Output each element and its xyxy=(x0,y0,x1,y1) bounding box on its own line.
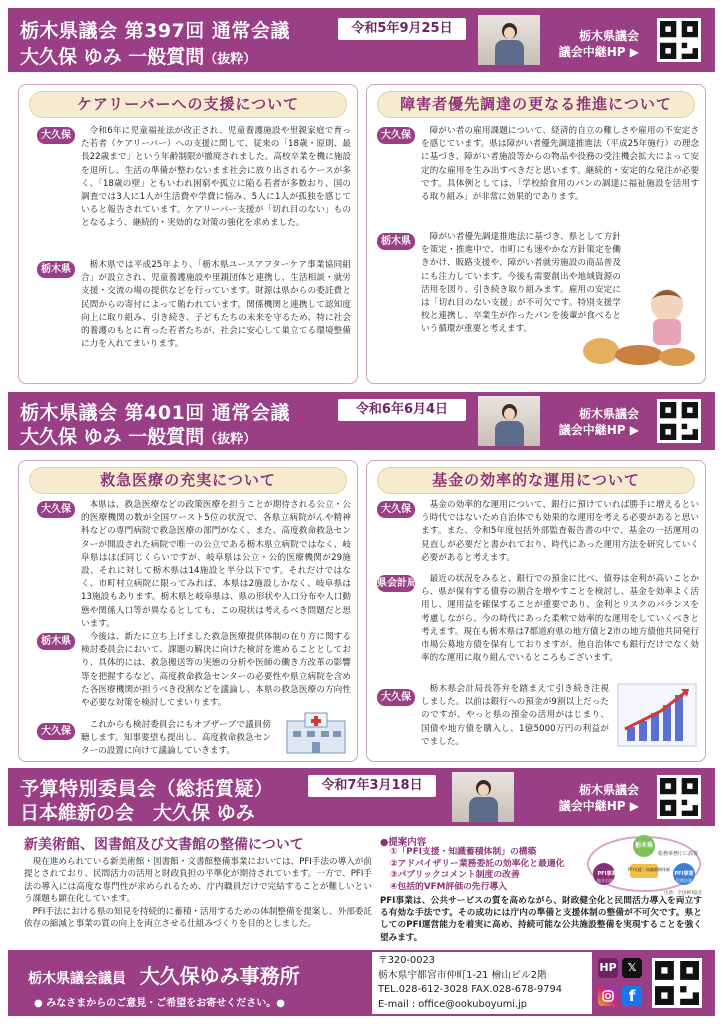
proposal-title: ●提案内容 xyxy=(380,837,427,848)
proposal-list xyxy=(390,847,564,893)
homepage-link[interactable]: HP xyxy=(598,958,618,978)
zip-code: 〒320-0023 xyxy=(378,955,435,966)
member-photo xyxy=(478,396,540,446)
question-text: 本県は、救急医療などの政策医療を担うことが期待される公立・公的医療機関の数が全国ワースト5位の状況で、各県立病院がんや精神科などの専門病院で救急医療の部門がなく、また、高度救命救急センターが開設された病院で唯一の公立である栃木県立病院ではなく、岐阜県はほぼ同じくらいですが、岐阜県は公立・公的医療機関が29施設、それに対して栃木県は14施設と半分以下です。それだけではなく、市町村立病院に限ってみれば、本県は2施設しかなく、岐阜県は13施設もあります。栃木県と岐阜県は、県の形状や人口分布や人口動態や関係人口等が異なるとしても、この現状は考えるべき問題だと思います。 xyxy=(81,500,351,629)
x-twitter-icon[interactable]: 𝕏 xyxy=(622,958,642,978)
office-name: 大久保ゆみ事務所 xyxy=(139,964,300,988)
answer-text: 今後は、新たに立ち上げました救急医療提供体制の在り方に関する検討委員会において、課題の解決に向けた検討を進めることとしており、具体的には、救急搬送等の実態の分析や医師の働き方改革の影響等を把握するなど、高度救命救急センターの必要性や県立病院を含めた各医療機関が担うべき役割などを議論し、本県の救急医療の方向性や必要な対策を検討してまいります。 xyxy=(81,632,351,709)
member-photo xyxy=(452,772,514,822)
topic-heading: 救急医療の充実について xyxy=(29,467,347,494)
session-subtitle: 大久保 ゆみ 一般質問（抜粋） xyxy=(20,426,257,448)
topic-heading: 基金の効率的な運用について xyxy=(377,467,695,494)
qr-code[interactable] xyxy=(657,775,701,819)
comment-text: これからも検討委員会にもオブザーブで議員傍聴します。知事要望も提出し、高度救命救急センターの設置に向けて議論していきます。 xyxy=(81,720,271,757)
qr-code-icon xyxy=(660,21,698,59)
comment-text: 栃木県会計局長答弁を踏まえて引き続き注視しました。以前は銀行への預金が9割以上だったのですが、やっと県の預金の活用がはじまり、国債や地方債を購入し、1億5000万円の利益がでました。 xyxy=(421,684,609,747)
session-header-401 xyxy=(8,392,715,450)
topic-heading: ケアリーバーへの支援について xyxy=(29,91,347,118)
topic-museum xyxy=(18,832,708,946)
qr-code[interactable] xyxy=(657,399,701,443)
answer-text: 障がい者優先調達推進法に基づき、県として方針を策定・推進中で、市町にも速やかな方針策定を働きかけ、販路支援や、障がい者就労施設の商品普及にも注力しています。今後も需要創出や地域資源の活用を図り、引き続き取り組みます。雇用の安定には「切れ目のない支援」が不可欠です。特別支援学校と連携し、卒業生が作ったパンを後輩が食べるという循環が重要と考えます。 xyxy=(421,232,621,335)
diagram-right-sub: 民間企業 xyxy=(676,878,692,883)
session-title: 栃木県議会 第397回 通常会議 xyxy=(20,20,290,42)
broadcast-hp-link[interactable]: 栃木県議会 議会中継HP ▶ xyxy=(558,29,639,59)
topic-emergency xyxy=(18,460,358,762)
office-footer xyxy=(8,950,715,1016)
session-date: 令和5年9月25日 xyxy=(338,18,466,40)
question-text: 障がい者の雇用課題について、経済的自立の難しさや雇用の不安定さを感じています。県は障がい者優先調達推進法（平成25年施行）の理念に基づき、障がい者施設等からの物品や役務の受注機会拡大によって安定的な雇用を生み出すべきだと思います。継続的・安定的な発注が必要です。具体例としては、「学校給食用のパンの調達に福祉施設を活用する取り組み」が非常に効果的であります。 xyxy=(421,126,699,203)
broadcast-hp-link[interactable]: 栃木県議会 議会中継HP ▶ xyxy=(558,407,639,437)
diagram-top-label: 栃木県 xyxy=(634,842,653,849)
session-title: 栃木県議会 第401回 通常会議 xyxy=(20,402,290,424)
growth-chart-icon xyxy=(617,683,697,747)
speaker-tag: 大久保 xyxy=(377,501,415,518)
session-header-397 xyxy=(8,8,715,72)
diagram-mid-label: PFI支援・知識蓄積体制 xyxy=(628,867,670,872)
email[interactable]: E-mail : office@ookuboyumi.jp xyxy=(378,998,528,1010)
session-subtitle: 日本維新の会 大久保 ゆみ xyxy=(20,802,255,824)
speaker-tag: 大久保 xyxy=(377,689,415,706)
speaker-tag: 栃木県 xyxy=(377,233,415,250)
qr-code-icon xyxy=(660,402,698,440)
contact-block xyxy=(372,952,592,1014)
speaker-tag: 大久保 xyxy=(377,127,415,144)
answer-text: 最近の状況をみると、銀行での預金に比べ、債券は金利が高いことから、県が保有する債券の割合を増やすことを検討し、基金を効率よく活用し、運用益を確保することが重要であり、金利とリスクのバランスを考慮しながら、今の時代にあった柔軟で効率的な運用をしていくべきと考えます。現在も栃木県は7都道府県の地方債と2市の地方債他共同発行市場公募地方債を保有しておりますが、他自治体でも銀行だけでなく効率的な運用に取り組んでいるところもございます。 xyxy=(421,574,699,664)
proposal-item: ④包括的VFM評価の先行導入 xyxy=(390,881,507,892)
qr-code-icon xyxy=(655,961,699,1005)
topic-fund xyxy=(366,460,706,762)
facebook-icon[interactable]: f xyxy=(622,986,642,1006)
speaker-tag: 栃木県 xyxy=(37,633,75,650)
address: 栃木県宇都宮市仲町1-21 檜山ビル2階 xyxy=(378,969,547,981)
speaker-tag: 大久保 xyxy=(37,127,75,144)
diagram-footnote: 出典：全国PFI協会 xyxy=(664,891,703,896)
speaker-tag: 大久保 xyxy=(37,501,75,518)
speaker-tag: 県会計局 xyxy=(377,575,415,592)
question-text: 基金の効率的な運用について、銀行に預けていれば勝手に増えるという時代ではないため自治体でも効果的な運用を考える必要があると思います。また、令和5年度包括外部監査報告書の中で、基金の一括運用の見直しが必要だと書かれており、時代にあった運用方法を研究していく必要があると考えます。 xyxy=(421,500,699,563)
proposal-item: ②アドバイザリー業務委託の効率化と最適化 xyxy=(390,858,565,869)
qr-code-icon xyxy=(660,778,698,816)
topic-heading: 新美術館、図書館及び文書館の整備について xyxy=(24,837,304,853)
office-message: ● みなさまからのご意見・ご希望をお寄せください。● xyxy=(34,998,285,1009)
diagram-left-sub: 地方自治体 xyxy=(597,878,617,883)
session-header-budget xyxy=(8,768,715,826)
proposal-item: ③パブリックコメント制度の改善 xyxy=(390,870,520,881)
question-text: 令和6年に児童福祉法が改正され、児童養護施設や里親家庭で育った若者（ケアリーバー）への支援に関して、従来の「18歳・原則、最長22歳まで」という年齢制限が撤廃されました。高校卒業を機に施設を退所し、生活の準備が整わないまま社会に放り出されるケースが多く、「18歳の壁」ともいわれ困窮や孤立に陥る若者が多数おり、国の調査では3人に1人が生活費や学費に悩み、5人に1人が孤独を感じていると報告されています。ケアリーバー支援が「切れ目のない」ものとなるよう、継続的・実効的な対策の強化を求めました。 xyxy=(81,126,351,229)
answer-text: 栃木県では平成25年より、「栃木県ユースアフターケア事業協同組合」が設立され、児童養護施設や里親団体と連携し、生活相談・就労支援・交流の場の提供などを行っています。財源は県からの委託費と民間からの寄付によって賄われています。関係機関と連携して認知度向上に取り組み、引き続き、子どもたちの未来を守るため、特に社会的養護のもとに育った若者たちが、社会に安心して巣立てる環境整備に力を入れてまいります。 xyxy=(81,260,351,350)
broadcast-hp-link[interactable]: 栃木県議会 議会中継HP ▶ xyxy=(558,783,639,813)
topic-heading: 障害者優先調達の更なる推進について xyxy=(377,91,695,118)
hospital-icon xyxy=(281,711,351,755)
diagram-top-sub: 総務事務庁に設置 xyxy=(658,851,699,857)
member-photo xyxy=(478,15,540,65)
session-title: 予算特別委員会（総括質疑） xyxy=(20,778,274,800)
diagram-right-label: PFI事業 xyxy=(674,871,694,877)
qr-code[interactable] xyxy=(657,18,701,62)
proposal-item: ①「PFI支援・知識蓄積体制」の構築 xyxy=(390,847,537,857)
phone-fax: TEL.028-612-3028 FAX.028-678-9794 xyxy=(378,984,562,996)
topic-body: 現在進められている新美術館・図書館・文書館整備事業においては、PFI手法の導入が前提とされており、民間活力の活用と財政負担の平準化が期待されています。一方で、PFI手法の導入には高度な専門性が求められるため、庁内職員だけで完結することが難しいという課題も顕在化しています。 PFI手法における県の知見を持続的に蓄積・活用するための体制整備を提案し、外部委託依存の縮減と事業の質の向上を両立させる仕組みづくりを目的としました。 xyxy=(24,857,372,930)
speaker-tag: 栃木県 xyxy=(37,261,75,278)
session-date: 令和7年3月18日 xyxy=(308,775,436,797)
instagram-glyph xyxy=(598,986,618,1006)
bread-illustration xyxy=(579,281,699,371)
session-date: 令和6年6月4日 xyxy=(338,399,466,421)
topic-disability xyxy=(366,84,706,384)
speaker-tag: 大久保 xyxy=(37,723,75,740)
office-org: 栃木県議会議員 大久保ゆみ事務所 xyxy=(28,964,300,988)
session-subtitle: 大久保 ゆみ 一般質問（抜粋） xyxy=(20,46,257,68)
qr-code[interactable] xyxy=(652,958,702,1008)
topic-note: PFI事業は、公共サービスの質を高めながら、財政健全化と民間活力導入を両立する有効な手法です。その成功には庁内の準備と支援体制の整備が不可欠です。県としてのPFI運営能力を着実に高め、持続可能な公共施設整備を実現することを強く望みます。 xyxy=(380,896,702,943)
diagram-left-label: PFI事業 xyxy=(597,871,617,877)
topic-careleaver xyxy=(18,84,358,384)
instagram-icon[interactable] xyxy=(598,986,618,1006)
